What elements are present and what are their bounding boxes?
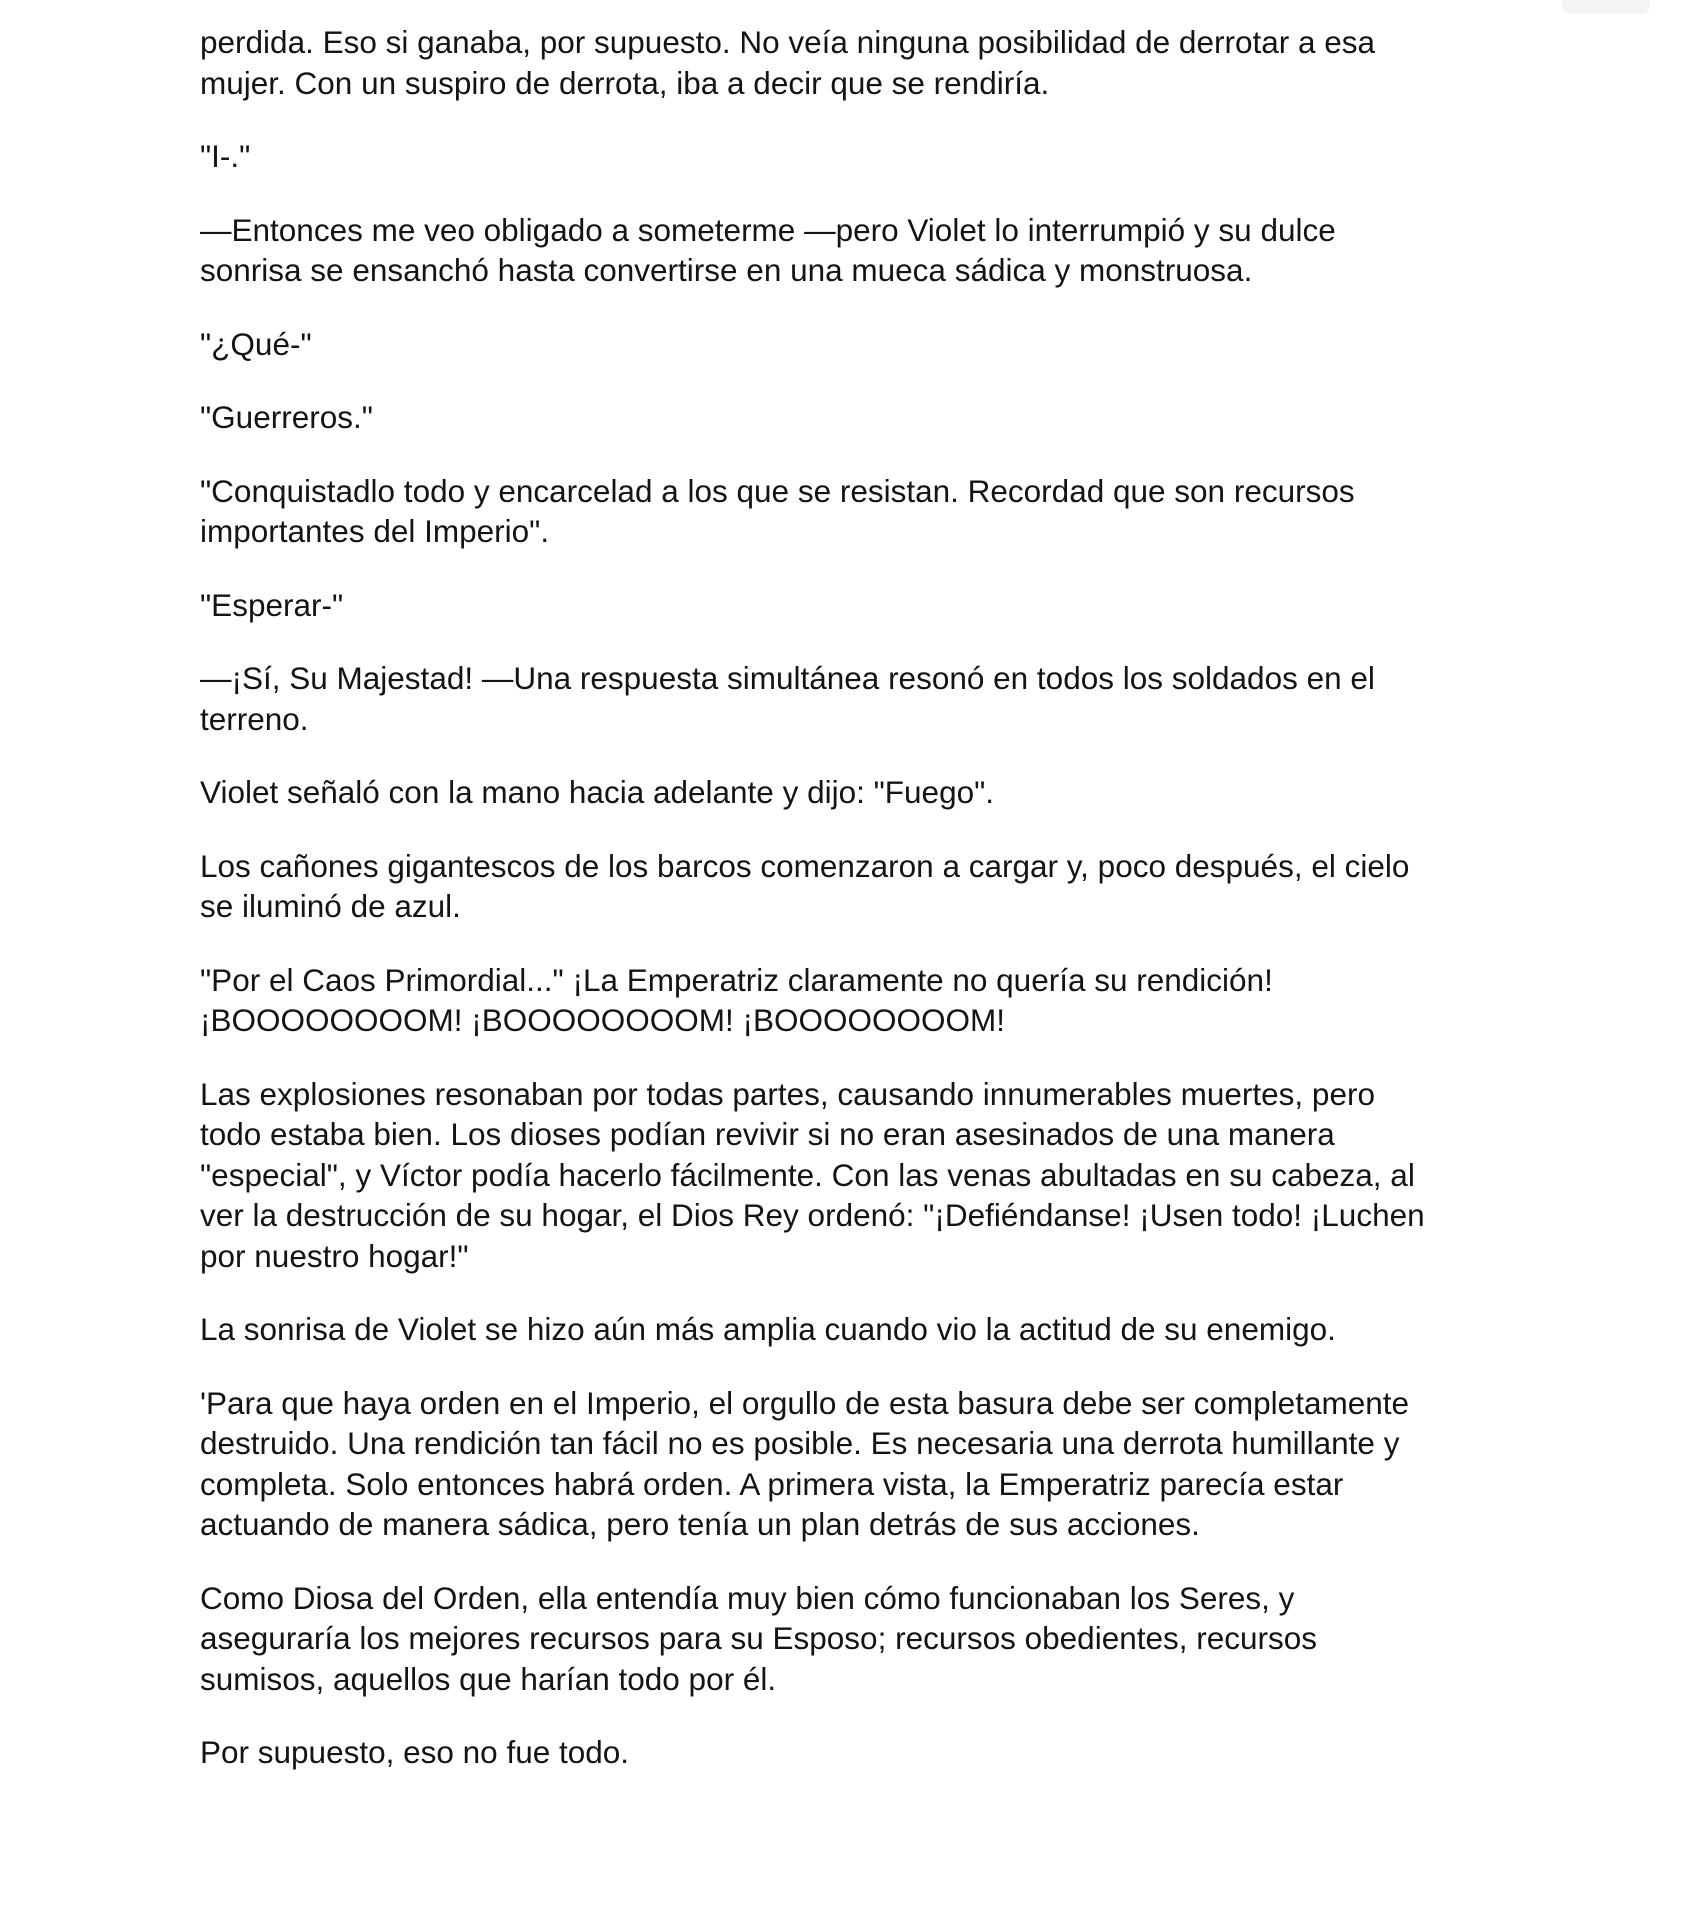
paragraph: Las explosiones resonaban por todas partes, causando innumerables muertes, pero todo estaba bien. Los dioses podían revivir si no eran asesinados de una manera "especial", y Víctor podía hacerlo fácilmente. Con las venas abultadas en su cabeza, al ver la destrucción de su hogar, el Dios Rey ordenó: "¡Defiéndanse! ¡Usen todo! ¡Luchen por nuestro hogar!"	[200, 1075, 1425, 1274]
paragraph: —Entonces me veo obligado a someterme —pero Violet lo interrumpió y su dulce sonrisa se ensanchó hasta convertirse en una mueca sádica y monstruosa.	[200, 211, 1336, 288]
paragraph: Los cañones gigantescos de los barcos comenzaron a cargar y, poco después, el cielo se iluminó de azul.	[200, 847, 1410, 924]
paragraph: 'Para que haya orden en el Imperio, el orgullo de esta basura debe ser completamente destruido. Una rendición tan fácil no es posible. Es necesaria una derrota humillante y completa. Solo entonces habrá orden. A primera vista, la Emperatriz parecía estar actuando de manera sádica, pero tenía un plan detrás de sus acciones.	[200, 1384, 1410, 1542]
paragraph: "Guerreros."	[200, 399, 373, 435]
paragraph: Violet señaló con la mano hacia adelante y dijo: "Fuego".	[200, 774, 995, 810]
paragraph: Por supuesto, eso no fue todo.	[200, 1734, 630, 1770]
paragraph: "¿Qué-"	[200, 325, 312, 362]
paragraph: "Por el Caos Primordial..." ¡La Emperatriz claramente no quería su rendición! ¡BOOOOOOOOM! ¡BOOOOOOOOM! ¡BOOOOOOOOM!	[200, 961, 1273, 1038]
paragraph: La sonrisa de Violet se hizo aún más amplia cuando vio la actitud de su enemigo.	[200, 1311, 1336, 1347]
page-corner-tab	[1562, 0, 1650, 14]
body-text	[200, 22, 1520, 1806]
paragraph: Como Diosa del Orden, ella entendía muy bien cómo funcionaban los Seres, y aseguraría los mejores recursos para su Esposo; recursos obedientes, recursos sumisos, aquellos que harían todo por él.	[200, 1579, 1318, 1697]
paragraph: "Esperar-"	[200, 586, 344, 623]
paragraph: perdida. Eso si ganaba, por supuesto. No veía ninguna posibilidad de derrotar a esa mujer. Con un suspiro de derrota, iba a decir que se rendiría.	[200, 24, 1376, 101]
paragraph: "Conquistadlo todo y encarcelad a los que se resistan. Recordad que son recursos importantes del Imperio".	[200, 472, 1355, 549]
paragraph: "I-."	[200, 138, 251, 174]
paragraph: —¡Sí, Su Majestad! —Una respuesta simultánea resonó en todos los soldados en el terreno.	[200, 660, 1375, 737]
